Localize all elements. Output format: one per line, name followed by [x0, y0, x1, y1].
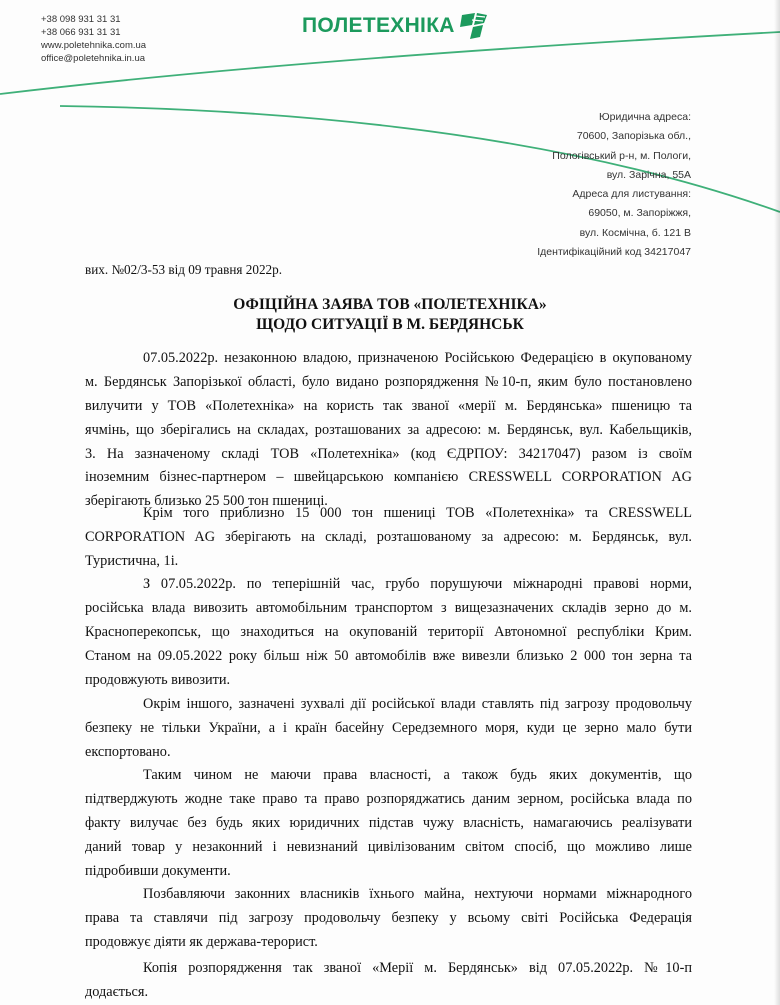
- paragraph-line: CORPORATION AG зберігають на складі, розташованому за адресою: м. Бердянськ, вул.: [85, 528, 692, 545]
- paragraph-line: Позбавляючи законних власників їхнього майна, нехтуючи нормами міжнародного: [143, 886, 692, 902]
- paragraph-line: підробивши документи.: [85, 862, 231, 879]
- paragraph-2: [85, 502, 692, 574]
- page-edge-shadow: [774, 0, 780, 1005]
- paragraph-line: 07.05.2022р. незаконною владою, призначеною Російською Федерацією в окупованому: [143, 350, 692, 366]
- paragraph-4: [85, 693, 692, 765]
- address-line: Юридична адреса:: [599, 111, 691, 123]
- company-logo: [302, 10, 489, 42]
- paragraph-line: даний товар у незаконний і невизнаний цивілізованим світом спосіб, що можливо лише: [85, 838, 692, 855]
- paragraph-line: додається.: [85, 983, 149, 1000]
- paragraph-line: безпеку не тільки України, а і країн басейну Середземного моря, куди це зерно мало бути: [85, 719, 692, 736]
- phone-2: +38 066 931 31 31: [41, 27, 121, 38]
- address-line: вул. Зарічна, 55А: [606, 168, 691, 181]
- address-line: Ідентифікаційний код 34217047: [537, 246, 691, 259]
- paragraph-line: Копія розпорядження так званої «Мерії м. Бердянськ» від 07.05.2022р. №10-п: [143, 960, 692, 976]
- paragraph-line: Таким чином не маючи права власності, а також будь яких документів, що: [143, 767, 692, 783]
- address-line: Адреса для листування:: [572, 188, 691, 201]
- email: office@poletehnika.in.ua: [41, 53, 146, 64]
- paragraph-line: Крім того приблизно 15 000 тон пшениці ТОВ «Полетехніка» та CRESSWELL: [143, 505, 692, 521]
- paragraph-line: експортовано.: [85, 743, 171, 760]
- paragraph-line: зберігають близько 25 500 тон пшениці.: [85, 493, 328, 510]
- paragraph-6: [85, 883, 692, 955]
- paragraph-1: [85, 347, 692, 514]
- statement-title-line-1: ОФІЦІЙНА ЗАЯВА ТОВ «ПОЛЕТЕХНІКА»: [233, 296, 547, 313]
- paragraph-line: факту вилучає без будь яких юридичних підстав чужу власність, намагаючись реалізувати: [85, 814, 692, 831]
- paragraph-7: [85, 957, 692, 1005]
- statement-title-line-2: ЩОДО СИТУАЦІЇ В М. БЕРДЯНСЬК: [256, 316, 524, 333]
- phone-1: +38 098 931 31 31: [41, 14, 121, 25]
- paragraph-line: підтверджують жодне таке право та право розпоряджатись даним зерном, російська влада по: [85, 790, 692, 807]
- paragraph-line: вилучити у ТОВ «Полетехніка» на користь так званої «мерії м. Бердянська» пшеницю та: [85, 397, 692, 414]
- paragraph-line: продовжує діяти як держава-терорист.: [85, 933, 318, 950]
- paragraph-line: російська влада вивозить автомобільним транспортом з вищезазначених складів зерно до м.: [85, 599, 692, 616]
- paragraph-line: м. Бердянськ Запорізької області, було видано розпорядження №10-п, яким було постановлено: [85, 373, 692, 390]
- paragraph-line: Красноперекопськ, що знаходиться на окупованій території Автономної республіки Крим.: [85, 623, 692, 640]
- paragraph-line: Туристична, 1і.: [85, 552, 179, 569]
- paragraph-5: [85, 764, 692, 883]
- paragraph-line: ячмінь, що зберігались на складах, розташованих за адресою: м. Бердянськ, вул. Кабельщиків,: [85, 421, 692, 438]
- paragraph-3: [85, 573, 692, 692]
- paragraph-line: З 07.05.2022р. по теперішній час, грубо порушуючи міжнародні правові норми,: [143, 576, 692, 592]
- company-address-block: [537, 108, 691, 262]
- paragraph-line: права та ставлячи під загрозу продовольчу безпеку у всьому світі Російська Федерація: [85, 909, 692, 926]
- paragraph-line: продовжують вивозити.: [85, 671, 231, 688]
- logo-text: ПОЛЕТЕХНІКА: [302, 14, 455, 37]
- address-line: Пологівський р-н, м. Пологи,: [552, 149, 691, 162]
- address-line: вул. Космічна, б. 121 В: [579, 226, 691, 239]
- paragraph-line: 3. На зазначеному складі ТОВ «Полетехніка» (код ЄДРПОУ: 34217047) разом із своїм: [85, 445, 692, 462]
- poletehnika-logo-icon: [459, 11, 489, 41]
- website: www.poletehnika.com.ua: [41, 40, 147, 51]
- outgoing-number: вих. №02/3-53 від 09 травня 2022р.: [85, 262, 283, 277]
- paragraph-line: Станом на 09.05.2022 року більш ніж 50 автомобілів вже вивезли близько 2 000 тон зерна та: [85, 647, 692, 664]
- paragraph-line: Окрім іншого, зазначені зухвалі дії російської влади ставлять під загрозу продовольчу: [143, 696, 692, 712]
- address-line: 69050, м. Запоріжжя,: [588, 207, 691, 220]
- header-contacts: [41, 13, 146, 65]
- address-line: 70600, Запорізька обл.,: [576, 130, 691, 143]
- paragraph-line: іноземним бізнес-партнером – швейцарською компанією CRESSWELL CORPORATION AG: [85, 469, 692, 486]
